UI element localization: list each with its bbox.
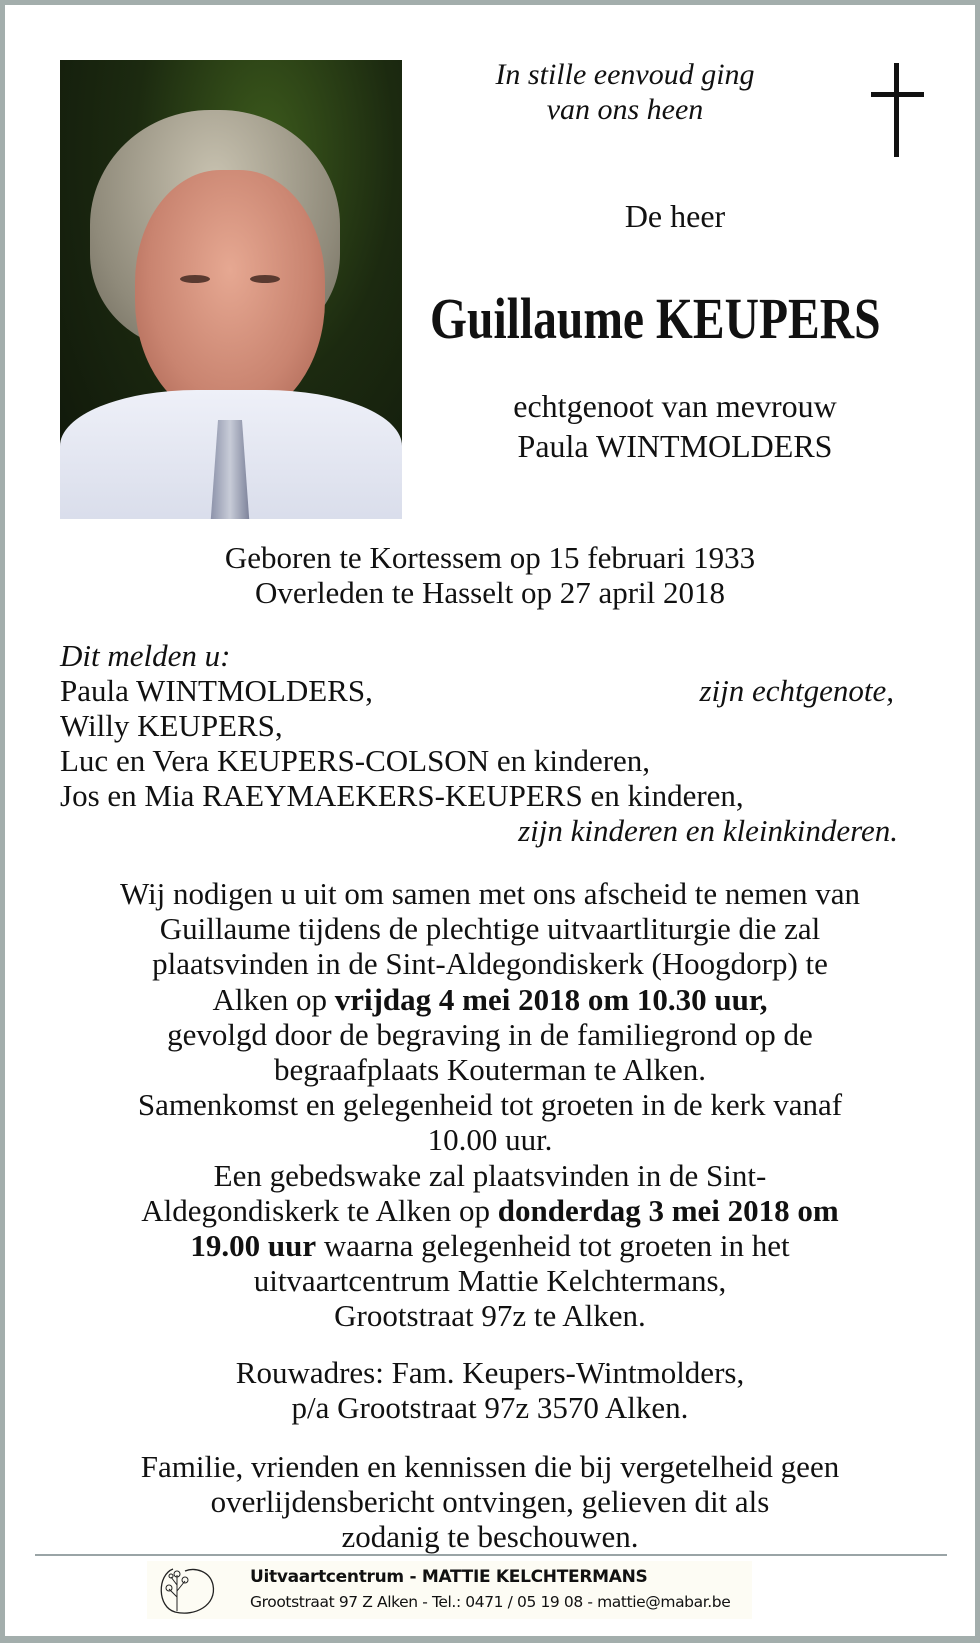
invitation-line: Een gebedswake zal plaatsvinden in de Sint- — [213, 1157, 767, 1193]
invitation-line: Guillaume tijdens de plechtige uitvaartliturgie die zal — [159, 911, 821, 947]
address-paragraph — [25, 1355, 955, 1425]
deceased-name: Guillaume KEUPERS — [430, 286, 881, 351]
family-member: Willy KEUPERS, — [60, 708, 283, 743]
invitation-line: gevolgd door de begraving in de familiegrond op de — [167, 1016, 813, 1052]
address-line: Rouwadres: Fam. Keupers-Wintmolders, — [235, 1355, 745, 1390]
invitation-line: plaatsvinden in de Sint-Aldegondiskerk (Hoogdorp) te — [152, 946, 828, 982]
family-member: Paula WINTMOLDERS, — [60, 673, 373, 708]
family-closing: zijn kinderen en kleinkinderen. — [518, 813, 898, 848]
intro-line-1: In stille eenvoud ging — [495, 58, 755, 91]
invitation-line: Grootstraat 97z te Alken. — [334, 1298, 646, 1334]
invitation-line: 10.00 uur. — [427, 1122, 553, 1158]
invitation-line: Wij nodigen u uit om samen met ons afscheid te nemen van — [120, 876, 860, 911]
family-intro: Dit melden u: — [60, 638, 231, 673]
vigil-date: donderdag 3 mei 2018 om — [497, 1192, 839, 1228]
spouse-line-2: Paula WINTMOLDERS — [517, 428, 833, 464]
invitation-line — [25, 1228, 955, 1263]
flower-logo-icon — [155, 1565, 219, 1615]
text: Alken op — [212, 981, 335, 1017]
died-line: Overleden te Hasselt op 27 april 2018 — [254, 575, 726, 610]
text: Aldegondiskerk te Alken op — [141, 1192, 498, 1228]
funeral-home-name: Uitvaartcentrum - MATTIE KELCHTERMANS — [250, 1567, 648, 1587]
family-member: Jos en Mia RAEYMAEKERS-KEUPERS en kinderen, — [60, 778, 744, 813]
invitation-line: uitvaartcentrum Mattie Kelchtermans, — [253, 1263, 727, 1299]
family-member: Luc en Vera KEUPERS-COLSON en kinderen, — [60, 743, 651, 778]
intro-line-2: van ons heen — [546, 93, 704, 126]
spouse-line-1: echtgenoot van mevrouw — [513, 388, 837, 424]
text: waarna gelegenheid tot groeten in het — [316, 1228, 790, 1264]
vigil-time: 19.00 uur — [190, 1228, 317, 1264]
family-role: zijn echtgenote, — [699, 673, 894, 708]
notice-line: zodanig te beschouwen. — [341, 1519, 639, 1555]
obituary-card — [5, 5, 975, 1636]
salutation: De heer — [624, 198, 726, 234]
notice-line: Familie, vrienden en kennissen die bij vergetelheid geen — [140, 1449, 840, 1484]
invitation-line — [25, 982, 955, 1017]
funeral-home-banner — [147, 1561, 752, 1619]
funeral-home-contact: Grootstraat 97 Z Alken - Tel.: 0471 / 05 19 08 - mattie@mabar.be — [250, 1593, 731, 1611]
notice-line: overlijdensbericht ontvingen, gelieven dit als — [210, 1484, 770, 1520]
address-line: p/a Grootstraat 97z 3570 Alken. — [291, 1390, 689, 1426]
divider — [35, 1554, 947, 1556]
invitation-line — [25, 1193, 955, 1228]
invitation-paragraph — [25, 876, 955, 1334]
funeral-datetime: vrijdag 4 mei 2018 om 10.30 uur, — [334, 981, 768, 1017]
born-line: Geboren te Kortessem op 15 februari 1933 — [224, 540, 756, 575]
invitation-line: begraafplaats Kouterman te Alken. — [273, 1052, 707, 1088]
portrait-photo — [60, 60, 402, 519]
invitation-line: Samenkomst en gelegenheid tot groeten in de kerk vanaf — [137, 1087, 843, 1123]
notice-paragraph — [25, 1449, 955, 1555]
